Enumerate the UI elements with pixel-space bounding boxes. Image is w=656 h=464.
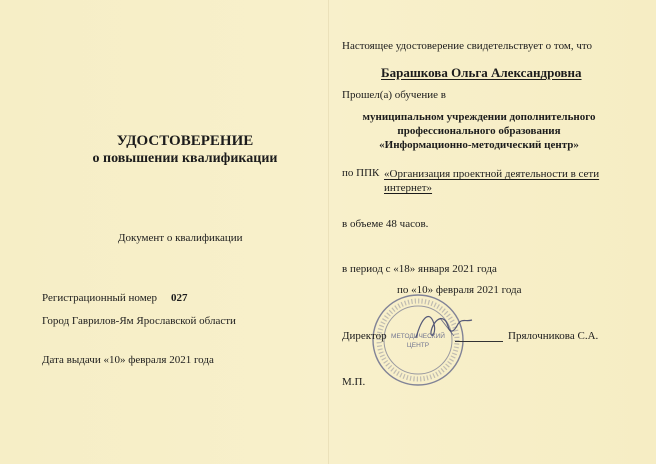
course-volume: в объеме 48 часов. <box>342 218 429 230</box>
program-title: «Организация проектной деятельности в сети интернет» <box>384 168 600 194</box>
recipient-name: Барашкова Ольга Александровна <box>381 65 582 80</box>
period-to: по «10» февраля 2021 года <box>397 284 522 296</box>
period-from: в период с «18» января 2021 года <box>342 263 497 275</box>
registration-label: Регистрационный номер <box>42 292 158 304</box>
seal-text-1: МЕТОДИЧЕСКИЙ <box>391 333 445 340</box>
institution-line-3: «Информационно-методический центр» <box>379 139 579 151</box>
signature-line <box>455 341 503 342</box>
program-prefix: по ППК <box>342 167 380 179</box>
certificate-title: УДОСТОВЕРЕНИЕ <box>116 133 254 149</box>
city: Город Гаврилов-Ям Ярославской области <box>42 315 236 327</box>
registration-number: 027 <box>171 292 188 304</box>
intro-text: Настоящее удостоверение свидетельствует о том, что <box>342 40 593 52</box>
seal-text-2: ЦЕНТР <box>406 342 430 349</box>
fold-line <box>328 0 329 464</box>
issue-date: Дата выдачи «10» февраля 2021 года <box>42 354 214 366</box>
stamp-label: М.П. <box>342 376 366 388</box>
institution-line-2: профессионального образования <box>397 125 561 137</box>
certificate-subtitle: о повышении квалификации <box>92 151 278 166</box>
trained-text: Прошел(а) обучение в <box>342 89 446 101</box>
institution-line-1: муниципальном учреждении дополнительного <box>362 111 596 123</box>
director-signature <box>410 306 480 346</box>
document-type: Документ о квалификации <box>118 232 243 244</box>
director-label: Директор <box>342 330 387 342</box>
director-name: Прялочникова С.А. <box>508 330 599 342</box>
